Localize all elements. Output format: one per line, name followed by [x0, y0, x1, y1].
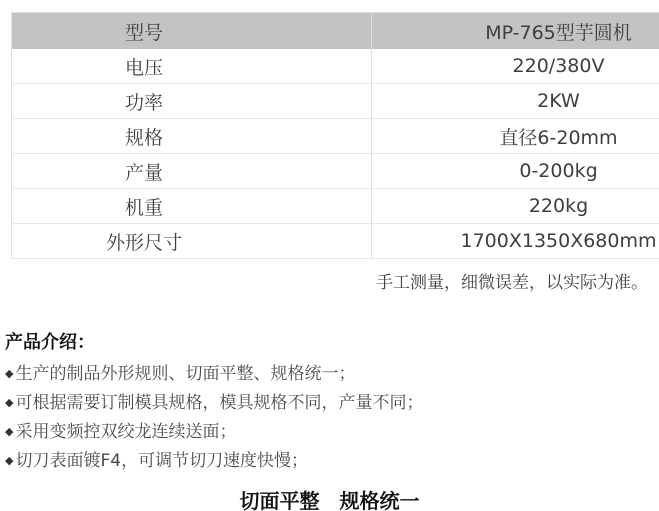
spec-label: 电压	[12, 49, 372, 84]
table-row	[12, 49, 659, 84]
footer-slogan: 切面平整 规格统一	[239, 489, 420, 511]
spec-label: 型号	[12, 13, 372, 50]
feature-bullet-item	[5, 359, 659, 388]
diamond-bullet-icon: ◆	[5, 367, 14, 380]
product-intro-heading: 产品介绍：	[5, 332, 95, 353]
diamond-bullet-icon: ◆	[5, 454, 14, 467]
feature-bullet-list	[5, 359, 659, 475]
spec-value: MP-765型芋圆机	[372, 13, 659, 50]
spec-table-body	[12, 13, 659, 259]
spec-label: 规格	[12, 119, 372, 154]
product-intro-section	[5, 330, 659, 475]
spec-value: 220/380V	[372, 49, 659, 84]
spec-value: 1700X1350X680mm	[372, 224, 659, 259]
table-row	[12, 84, 659, 119]
feature-bullet-text: 生产的制品外形规则、切面平整、规格统一；	[15, 364, 356, 384]
spec-table	[11, 12, 659, 259]
spec-label: 功率	[12, 84, 372, 119]
spec-label: 外形尺寸	[12, 224, 372, 259]
measurement-note: 手工测量，细微误差，以实际为准。	[376, 273, 648, 293]
spec-value: 2KW	[372, 84, 659, 119]
feature-bullet-item	[5, 446, 659, 475]
spec-label: 产量	[12, 154, 372, 189]
table-row	[12, 13, 659, 50]
feature-bullet-item	[5, 388, 659, 417]
spec-label: 机重	[12, 189, 372, 224]
feature-bullet-text: 切刀表面镀F4，可调节切刀速度快慢；	[15, 451, 309, 471]
table-row	[12, 154, 659, 189]
diamond-bullet-icon: ◆	[5, 425, 14, 438]
table-row	[12, 189, 659, 224]
feature-bullet-text: 采用变频控双绞龙连续送面；	[15, 422, 237, 442]
spec-value: 0-200kg	[372, 154, 659, 189]
spec-value: 220kg	[372, 189, 659, 224]
spec-value: 直径6-20mm	[372, 119, 659, 154]
feature-bullet-item	[5, 417, 659, 446]
table-row	[12, 224, 659, 259]
table-row	[12, 119, 659, 154]
diamond-bullet-icon: ◆	[5, 396, 14, 409]
feature-bullet-text: 可根据需要订制模具规格，模具规格不同，产量不同；	[15, 393, 424, 413]
